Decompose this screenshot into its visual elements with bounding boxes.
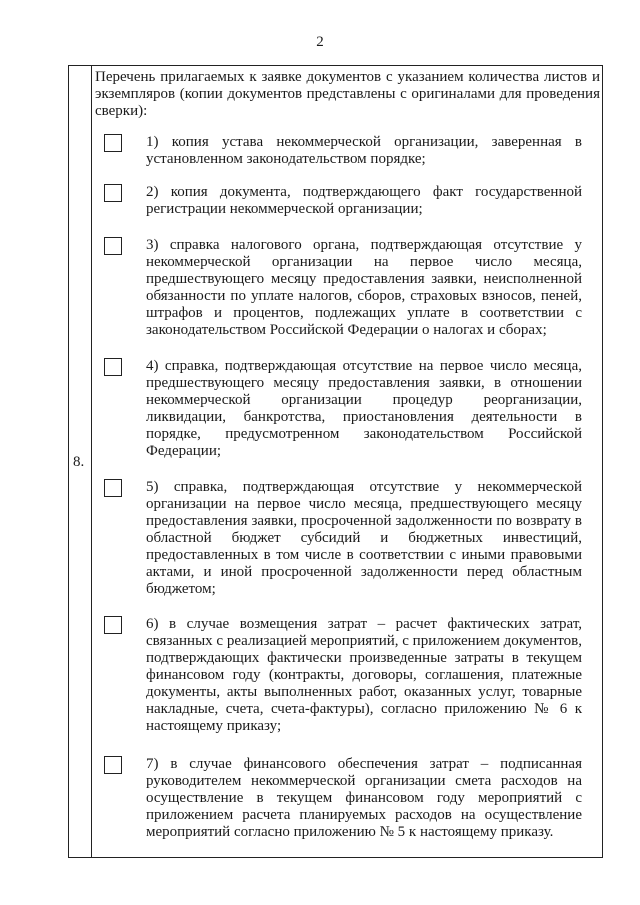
item-checkbox[interactable] [104,237,122,255]
item-text: 4) справка, подтверждающая отсутствие на первое число месяца, предшествующего месяцу предоставления заявки, в отношении некоммерческой организации процедур реорганизации, ликвидации, банкротства, приостановления деятельности в порядке, предусмотренном законодательством Российской Федерации; [146,358,582,459]
row-number: 8. [73,454,85,470]
item-text: 6) в случае возмещения затрат – расчет фактических затрат, связанных с реализацией мероприятий, с приложением документов, подтверждающих фактически произведенные затраты в текущем финансовом году (контракты, договоры, соглашения, платежные документы, акты выполненных работ, оказанных услуг, товарные накладные, счета, счета-фактуры), согласно приложению № 6 к настоящему приказу; [146,616,582,734]
document-table [68,65,603,858]
item-text: 2) копия документа, подтверждающего факт государственной регистрации некоммерческой организации; [146,184,582,217]
item-text: 3) справка налогового органа, подтверждающая отсутствие у некоммерческой организации на первое число месяца, предшествующего месяцу предоставления заявки, неисполненной обязанности по уплате налогов, сборов, страховых взносов, пеней, штрафов и процентов, подлежащих уплате в соответствии с законодательством Российской Федерации о налогах и сборах; [146,237,582,338]
item-checkbox[interactable] [104,134,122,152]
documents-list-intro: Перечень прилагаемых к заявке документов с указанием количества листов и экземпляров (копии документов представлены с оригиналами для проведения сверки): [95,69,600,119]
column-divider [91,66,92,857]
item-text: 5) справка, подтверждающая отсутствие у некоммерческой организации на первое число месяца, предшествующего месяцу предоставления заявки, просроченной задолженности по возврату в областной бюджет субсидий и бюджетных инвестиций, предоставленных в том числе в соответствии с иными правовыми актами, и иной просроченной задолженности перед областным бюджетом; [146,479,582,597]
item-checkbox[interactable] [104,479,122,497]
item-checkbox[interactable] [104,756,122,774]
item-checkbox[interactable] [104,184,122,202]
item-checkbox[interactable] [104,358,122,376]
page-number: 2 [316,34,324,50]
item-text: 7) в случае финансового обеспечения затрат – подписанная руководителем некоммерческой организации смета расходов на осуществление в текущем финансовом году мероприятий с приложением расчета планируемых расходов на осуществление мероприятий согласно приложению № 5 к настоящему приказу. [146,756,582,840]
item-text: 1) копия устава некоммерческой организации, заверенная в установленном законодательством порядке; [146,134,582,167]
item-checkbox[interactable] [104,616,122,634]
